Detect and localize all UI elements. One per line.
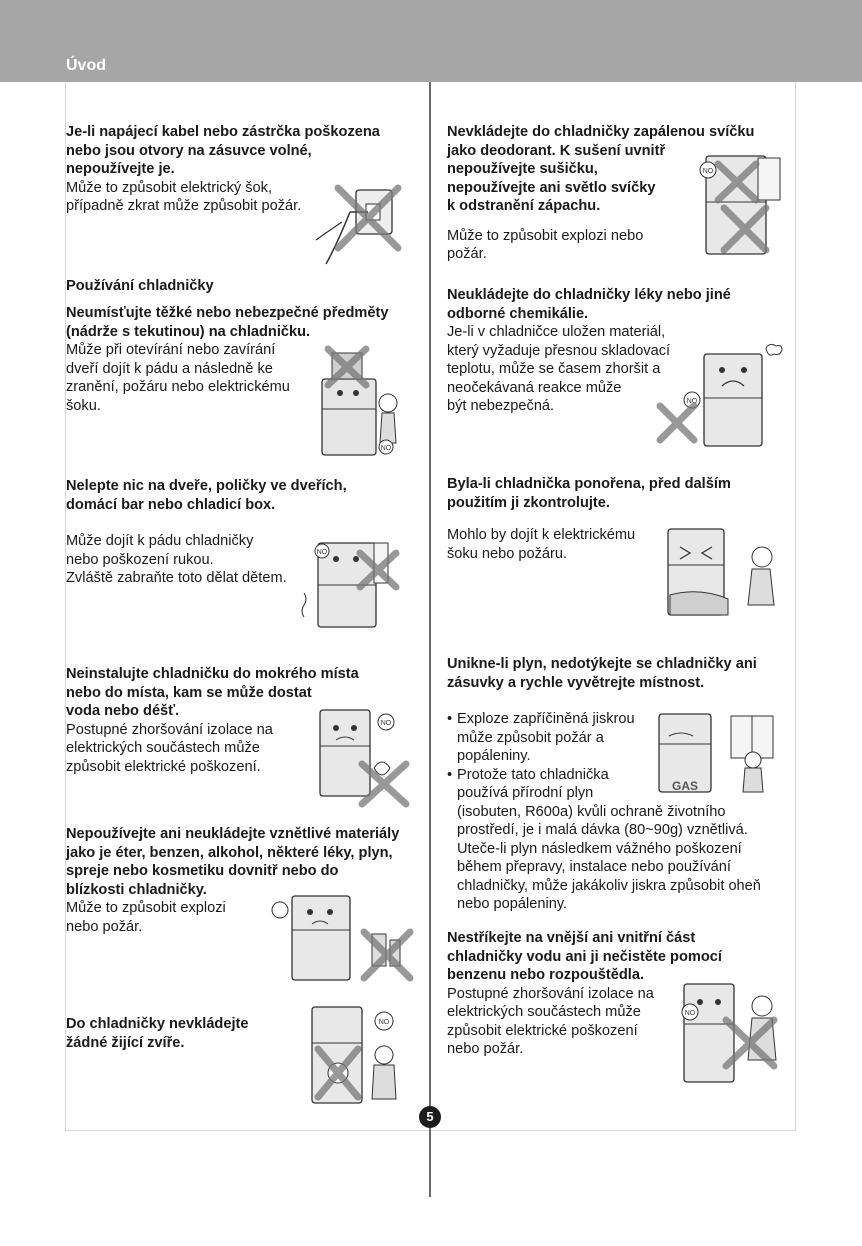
no-badge: NO — [378, 1019, 390, 1026]
gas-label: GAS — [671, 779, 699, 793]
warning-text: Může dojít k pádu chladničky nebo poškození rukou. Zvláště zabraňte toto dělat dětem. — [66, 533, 287, 586]
warning-text: Může to způsobit elektrický šok, případně zkrat může způsobit požár. — [66, 179, 302, 214]
no-badge: NO — [684, 1010, 696, 1017]
warning-text: Může při otevírání nebo zavírání dveří dojít k pádu a následně ke zranění, požáru nebo elektrickému šoku. — [66, 342, 290, 414]
page-number: 5 — [419, 1106, 441, 1128]
warning-heading: Je-li napájecí kabel nebo zástrčka poškozena nebo jsou otvory na zásuvce volné, nepoužívejte je. — [66, 124, 380, 177]
warning-text: Je-li v chladničce uložen materiál, který vyžaduje přesnou skladovací teplotu, může se časem zhoršit a neočekávaná reakce může být nebezpečná. — [447, 324, 671, 414]
no-badge: NO — [686, 398, 698, 405]
warning-heading: Neumísťujte těžké nebo nebezpečné předměty (nádrže s tekutinou) na chladničku. — [66, 305, 389, 340]
warning-heading: Neinstalujte chladničku do mokrého místa nebo do místa, kam se může dostat voda nebo déšť. — [66, 666, 359, 719]
fridge-heavy-objects-illustration — [314, 345, 414, 457]
warning-heading: Do chladničky nevkládejte žádné žijící zvíře. — [66, 1016, 249, 1051]
fridge-door-hanging-illustration — [300, 533, 402, 629]
page-header — [0, 0, 862, 82]
fridge-flammable-illustration — [268, 890, 416, 984]
section-title: Používání chladničky — [66, 278, 214, 294]
warning-text: Může to způsobit explozi nebo požár. — [447, 227, 644, 262]
no-badge: NO — [380, 720, 392, 727]
bullet-item: • Protože tato chladnička používá přírodní plyn (isobuten, R600a) kvůli ochraně životního prostředí, je i malá dávka (80~90g) vznětlivá. Uteče-li plyn následkem vážného poškození během přepravy, instalace nebo používání chladničky, může jakákoliv jiskra způsobit oheň nebo popáleniny. — [447, 766, 787, 914]
warning-heading: Neukládejte do chladničky léky nebo jiné odborné chemikálie. — [447, 287, 731, 322]
no-badge: NO — [316, 549, 328, 556]
warning-heading: Nevkládejte do chladničky zapálenou svíčku jako deodorant. K sušení uvnitř nepoužívejte sušičku, nepoužívejte ani světlo svíčky k odstranění zápachu. — [447, 124, 755, 214]
fridge-flooded-illustration — [650, 525, 786, 621]
warning-heading: Nepoužívejte ani neukládejte vznětlivé materiály jako je éter, benzen, alkohol, některé léky, plyn, spreje nebo kosmetiku dovnitř nebo do blízkosti chladničky. — [66, 826, 400, 898]
warning-text: Může to způsobit explozi nebo požár. — [66, 900, 226, 935]
fridge-gas-leak-illustration — [655, 710, 779, 796]
plug-socket-illustration — [316, 182, 406, 268]
warning-text: Postupné zhoršování izolace na elektrických součástech může způsobit elektrické poškození. — [66, 721, 273, 775]
warning-heading: Nestříkejte na vnější ani vnitřní část chladničky vodu ani ji nečistěte pomocí benzenu nebo rozpouštědla. — [447, 930, 722, 983]
warning-text: Mohlo by dojít k elektrickému šoku nebo požáru. — [447, 527, 636, 562]
fridge-chemicals-illustration — [650, 340, 784, 448]
warning-animals — [66, 1015, 306, 1052]
warning-text: Postupné zhoršování izolace na elektrických součástech může způsobit elektrické poškození nebo požár. — [447, 985, 654, 1057]
warning-heading: Unikne-li plyn, nedotýkejte se chladničky ani zásuvky a rychle vyvětrejte místnost. — [447, 656, 757, 691]
fridge-animals-illustration — [304, 1003, 404, 1107]
fridge-water-spray-illustration — [676, 966, 786, 1086]
bullet-item: • Exploze zapříčiněná jiskrou může způsobit požár a popáleniny. — [447, 710, 787, 766]
fridge-candle-illustration — [694, 150, 788, 260]
header-title: Úvod — [66, 57, 106, 74]
warning-heading: Nelepte nic na dveře, poličky ve dveřích, domácí bar nebo chladicí box. — [66, 478, 347, 513]
fridge-wet-place-illustration — [314, 700, 414, 810]
column-divider — [429, 82, 431, 1197]
no-badge: NO — [380, 445, 392, 452]
warning-heading: Byla-li chladnička ponořena, před dalším použitím ji zkontrolujte. — [447, 476, 731, 511]
no-badge: NO — [702, 168, 714, 175]
